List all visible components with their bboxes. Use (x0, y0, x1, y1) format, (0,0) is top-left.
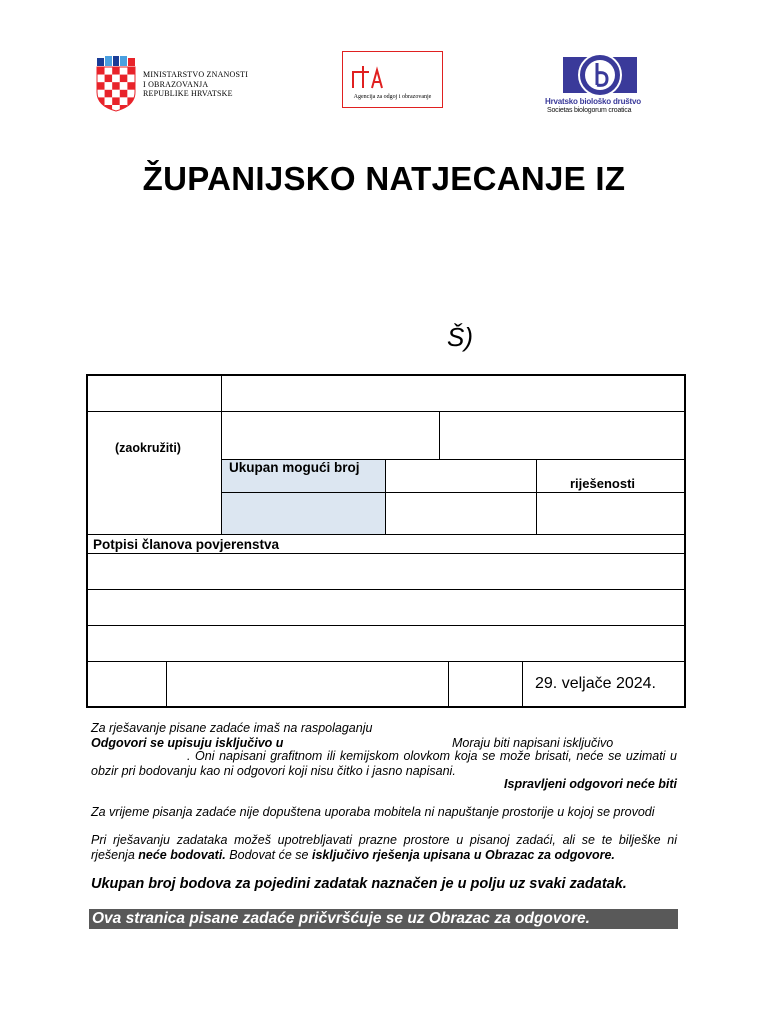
circle-instruction-label: (zaokružiti) (115, 441, 181, 455)
page-subtitle: Š) (447, 322, 473, 352)
attach-note-banner (89, 909, 678, 929)
hbd-latin-name: Societas biologorum croatica (547, 107, 632, 114)
croatian-coat-of-arms-icon (95, 56, 137, 112)
page-title: ŽUPANIJSKO NATJECANJE IZ (142, 160, 626, 197)
instruction-pen: Moraju biti napisani isključivo (452, 736, 614, 750)
ministry-logo (95, 56, 270, 112)
hbd-emblem-icon (563, 53, 637, 97)
max-points-label: Ukupan mogući broj (229, 460, 360, 475)
cover-form-table (86, 374, 686, 708)
signatures-label: Potpisi članova povjerenstva (93, 537, 280, 552)
azoo-logo (342, 51, 443, 108)
instruction-pencil: . Oni napisani grafitnom ili kemijskom olovkom koja se može brisati, neće se uzimati u obzir pri bodovanju kao ni odgovori koji nisu čitko i jasno napisani. (91, 749, 677, 778)
instruction-answers-form: Odgovori se upisuju isključivo u (91, 736, 284, 750)
attach-note: Ova stranica pisane zadaće pričvršćuje se uz Obrazac za odgovore. (92, 910, 590, 927)
exam-date: 29. veljače 2024. (535, 675, 656, 692)
azoo-mark-icon (350, 62, 390, 92)
azoo-name: Agencija za odgoj i obrazovanje (353, 94, 432, 100)
hbd-logo (545, 53, 663, 119)
instruction-scratch: Pri rješavanju zadataka možeš upotrebljavati prazne prostore u pisanoj zadaći, ali se te bilješke ni rješenja neće bodovati. Bodovat će se isključivo rješenja upisana u Obrazac za odgovore. (91, 833, 677, 862)
instruction-mobile: Za vrijeme pisanja zadaće nije dopuštena uporaba mobitela ni napuštanje prostorije u kojoj se provodi (91, 805, 655, 819)
points-note: Ukupan broj bodova za pojedini zadatak naznačen je u polju uz svaki zadatak. (91, 876, 627, 892)
solved-percentage-label: riješenosti (570, 476, 636, 491)
ministry-name: MINISTARSTVO ZNANOSTI I OBRAZOVANJA REPUBLIKE HRVATSKE (143, 70, 249, 98)
instruction-time: Za rješavanje pisane zadaće imaš na raspolaganju (91, 721, 373, 735)
hbd-name: Hrvatsko biološko društvo (545, 97, 641, 106)
instruction-corrected: Ispravljeni odgovori neće biti (504, 777, 677, 791)
